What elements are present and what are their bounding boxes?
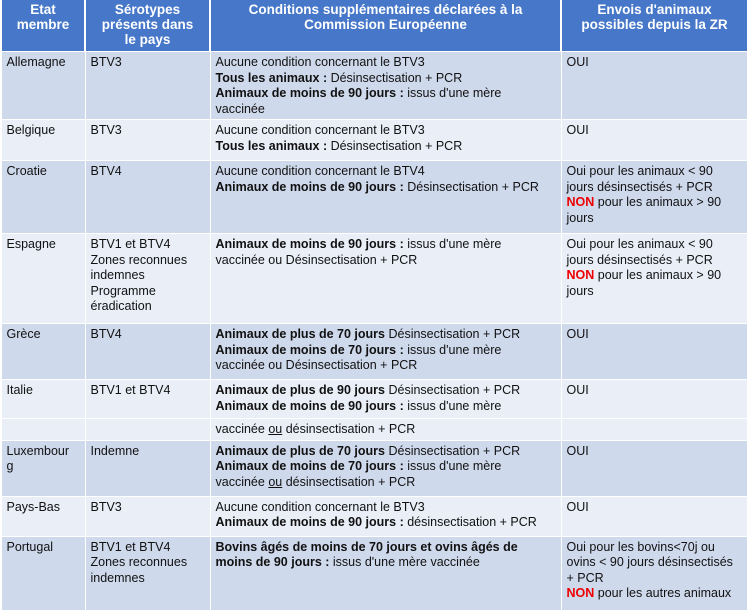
cell-state: Italie [1,380,85,419]
header-serotypes: Sérotypes présents dans le pays [85,0,210,52]
cell-serotypes: BTV4 [85,161,210,234]
cell-serotypes: BTV3 [85,496,210,536]
cell-conditions: Animaux de plus de 70 jours Désinsectisation + PCR Animaux de moins de 70 jours : issus d'une mère vaccinée ou Désinsectisation + PCR [210,324,561,380]
cell-envois: OUI [561,120,747,161]
cell-envois: Oui pour les bovins<70j ou ovins < 90 jours désinsectisés + PCR NON pour les autres animaux [561,536,747,610]
cell-envois: Oui pour les animaux < 90 jours désinsectisés + PCR NON pour les animaux > 90 jours [561,161,747,234]
cell-serotypes: BTV3 [85,120,210,161]
cell-state: Grèce [1,324,85,380]
cell-serotypes: BTV3 [85,52,210,120]
row-pays-bas [1,496,747,536]
cell-conditions: Bovins âgés de moins de 70 jours et ovins âgés de moins de 90 jours : issus d'une mère vaccinée [210,536,561,610]
cell-state: Espagne [1,234,85,324]
row-grece [1,324,747,380]
cell-envois: OUI [561,324,747,380]
cell-envois: OUI [561,496,747,536]
cell-state: Allemagne [1,52,85,120]
cell-serotypes: BTV4 [85,324,210,380]
cell-state: Pays-Bas [1,496,85,536]
cell-envois: OUI [561,440,747,496]
cell-conditions: Aucune condition concernant le BTV4 Animaux de moins de 90 jours : Désinsectisation + PCR [210,161,561,234]
row-allemagne [1,52,747,120]
cell-conditions: vaccinée ou désinsectisation + PCR [210,419,561,441]
cell-envois [561,419,747,441]
cell-state: Portugal [1,536,85,610]
cell-conditions: Animaux de plus de 70 jours Désinsectisation + PCR Animaux de moins de 70 jours : issus d'une mère vaccinée ou désinsectisation + PCR [210,440,561,496]
cell-envois: OUI [561,380,747,419]
cell-state: Belgique [1,120,85,161]
cell-envois: OUI [561,52,747,120]
header-row [1,0,747,52]
cell-state: Luxembour g [1,440,85,496]
cell-conditions: Animaux de plus de 90 jours Désinsectisation + PCR Animaux de moins de 90 jours : issus d'une mère [210,380,561,419]
cell-conditions: Aucune condition concernant le BTV3 Tous les animaux : Désinsectisation + PCR [210,120,561,161]
header-conditions: Conditions supplémentaires déclarées à la Commission Européenne [210,0,561,52]
cell-state [1,419,85,441]
header-envois: Envois d'animaux possibles depuis la ZR [561,0,747,52]
cell-serotypes [85,419,210,441]
row-luxembourg [1,440,747,496]
row-italie-continued [1,419,747,441]
cell-serotypes: BTV1 et BTV4 Zones reconnues indemnes Programme éradication [85,234,210,324]
row-belgique [1,120,747,161]
cell-conditions: Animaux de moins de 90 jours : issus d'une mère vaccinée ou Désinsectisation + PCR [210,234,561,324]
header-etat-membre: Etat membre [1,0,85,52]
cell-conditions: Aucune condition concernant le BTV3 Animaux de moins de 90 jours : désinsectisation + PCR [210,496,561,536]
cell-state: Croatie [1,161,85,234]
cell-conditions: Aucune condition concernant le BTV3 Tous les animaux : Désinsectisation + PCR Animaux de moins de 90 jours : issus d'une mère vaccinée [210,52,561,120]
row-croatie [1,161,747,234]
row-espagne [1,234,747,324]
cell-envois: Oui pour les animaux < 90 jours désinsectisés + PCR NON pour les animaux > 90 jours [561,234,747,324]
cell-serotypes: Indemne [85,440,210,496]
row-portugal [1,536,747,610]
cell-serotypes: BTV1 et BTV4 Zones reconnues indemnes [85,536,210,610]
cell-serotypes: BTV1 et BTV4 [85,380,210,419]
row-italie [1,380,747,419]
